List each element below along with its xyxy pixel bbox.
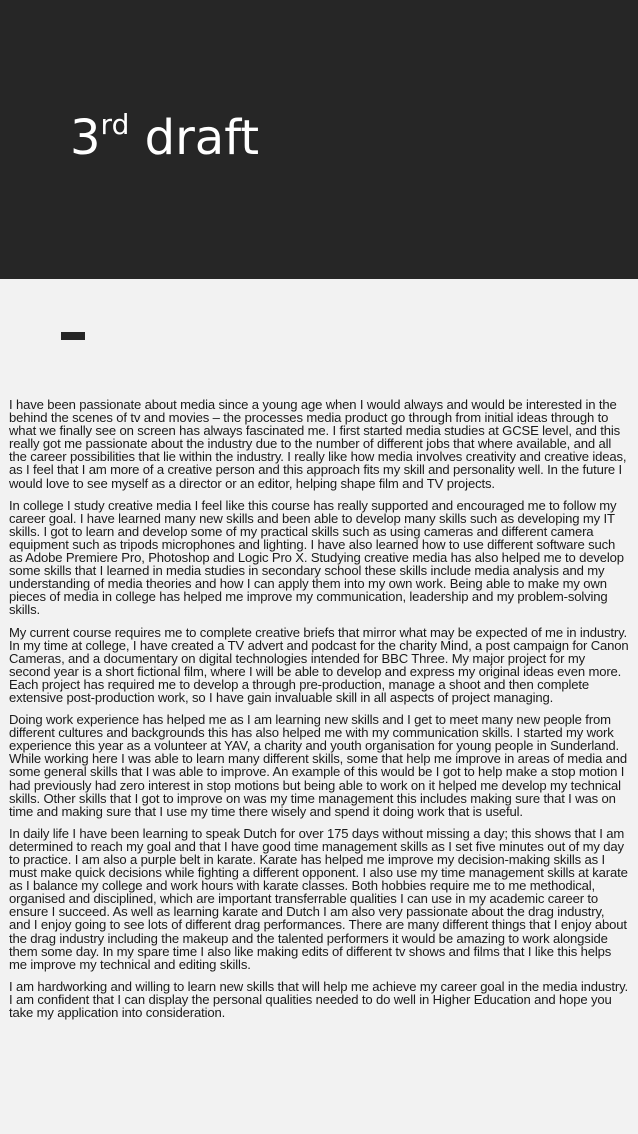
title-ordinal-suffix: rd [100,108,130,141]
paragraph-closing: I am hardworking and willing to learn new skills that will help me achieve my career goal in the media industry. I am confident that I can display the personal qualities needed to do well in Higher Education and hope you take my application into consideration. [9,978,629,1021]
statement-body [9,398,629,1028]
paragraph-passion: I have been passionate about media since a young age when I would always and would be interested in the behind the scenes of tv and movies – the processes media product go through from initial ideas through to what we finally see on screen has always fascinated me. I first started media studies at GCSE level, and this really got me passionate about the industry due to the number of different jobs that where available, and all the career possibilities that lie within the industry. I really like how media involves creativity and creative ideas, as I feel that I am more of a creative person and this approach fits my skill and personality well. In the future I would love to see myself as a director or an editor, helping shape film and TV projects. [9,397,627,491]
paragraph-work-experience: Doing work experience has helped me as I am learning new skills and I get to meet many new people from different cultures and backgrounds this has also helped me with my communication skills. I started my work experience this year as a volunteer at YAV, a charity and youth organisation for young people in Sunderland. While working here I was able to learn many different skills, some that help me improve in areas of media and some general skills that I was able to improve. An example of this would be I got to help make a stop motion I had previously had zero interest in stop motions but being able to work on it helped me develop my technical skills. Other skills that I got to improve on was my time management this includes making sure that I was on time and making sure that I use my time there wisely and spend it doing work that is useful. [9,712,628,819]
accent-bar [61,332,85,340]
title-banner [0,0,638,279]
paragraph-college: In college I study creative media I feel like this course has really supported and encouraged me to follow my career goal. I have learned many new skills and been able to develop many skills such as developing my IT skills. I got to learn and develop some of my practical skills such as using cameras and different camera equipment such as tripods microphones and lighting. I have also learned how to use different software such as Adobe Premiere Pro, Photoshop and Logic Pro X. Studying creative media has also helped me to develop some skills that I learned in media studies in secondary school these skills include media analysis and my understanding of media theories and how I can apply them into my own work. Being able to make my own pieces of media in college has helped me improve my communication, leadership and my problem-solving skills. [9,497,624,618]
paragraph-daily-life: In daily life I have been learning to speak Dutch for over 175 days without missing a day; this shows that I am determined to reach my goal and that I have good time management skills as I set five minutes out of my day to practice. I am also a purple belt in karate. Karate has helped me improve my decision-making skills as I must make quick decisions while fighting a different opponent. I also use my time management skills at karate as I balance my college and work hours with karate classes. Both hobbies require me to me methodical, organised and disciplined, which are important transferrable qualities I can use in my academic career to ensure I succeed. As well as learning karate and Dutch I am also very passionate about the drag industry, and I enjoy going to see lots of different drag performances. There are many different things that I enjoy about the drag industry including the makeup and the talented performers it would be amazing to work alongside them some day. In my spare time I also like making edits of different tv shows and films that I like this helps me improve my technical and editing skills. [9,825,628,972]
slide-title [70,108,259,175]
title-number: 3 [70,110,101,166]
title-word: draft [129,110,260,166]
paragraph-course: My current course requires me to complete creative briefs that mirror what may be expected of me in industry. In my time at college, I have created a TV advert and podcast for the charity Mind, a post campaign for Canon Cameras, and a documentary on digital technologies intended for BBC Three. My major project for my second year is a short fictional film, where I will be able to develop and express my original ideas even more. Each project has required me to develop a through pre-production, manage a shoot and then complete extensive post-production work, so I have gain invaluable skill in all aspects of project managing. [9,624,629,705]
